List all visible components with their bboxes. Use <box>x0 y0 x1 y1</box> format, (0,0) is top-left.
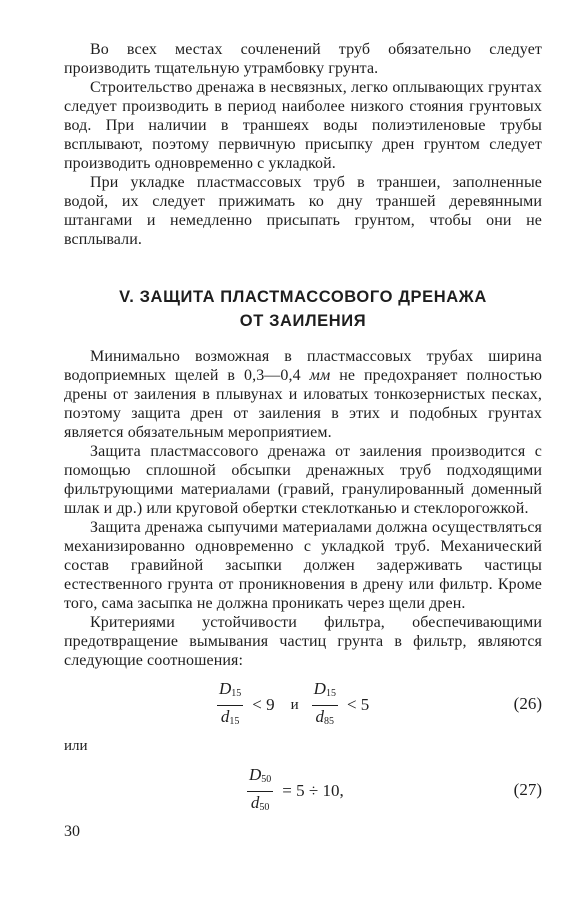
subscript: 50 <box>261 773 272 785</box>
paragraph-slot-width <box>64 347 542 442</box>
section-heading-line-1: V. ЗАЩИТА ПЛАСТМАССОВОГО ДРЕНАЖА <box>119 288 487 306</box>
relation-less-than-5: < 5 <box>346 695 370 714</box>
section-heading-line-2: ОТ ЗАИЛЕНИЯ <box>239 312 367 330</box>
equation-number-26: (26) <box>513 694 542 713</box>
formula-26 <box>214 676 375 734</box>
relation-less-than-9: < 9 <box>252 695 275 714</box>
section-heading <box>64 285 542 333</box>
formula-26-row <box>64 676 542 734</box>
formula-27-row <box>64 762 542 820</box>
symbol-d: d <box>315 706 325 726</box>
paragraph-filter-criteria: Критериями устойчивости фильтра, обеспечивающими предотвращение вымывания частиц грунта в фильтр, являются следующие соотношения: <box>64 614 542 669</box>
equation-number-27: (27) <box>513 780 542 799</box>
fraction-numerator <box>247 765 273 792</box>
slot-width-text-before: Минимально возможная в пластмассовых трубах ширина водоприемных щелей в 0,3—0,4 <box>64 348 542 384</box>
symbol-D: D <box>313 678 326 698</box>
relation-equals-range: = 5 ÷ 10, <box>282 781 344 800</box>
fraction-d15-over-d85 <box>312 679 338 732</box>
fraction-denominator <box>219 706 242 732</box>
fraction-numerator <box>312 679 338 706</box>
slot-width-text-after: не предохраняет полностью дрены от заиления в плывунах и иловатых тонкозернистых песках, поэтому защита дрен от заиления в этих и подобных грунтах является обязательным мероприятием. <box>64 367 542 441</box>
fraction-numerator <box>217 679 243 706</box>
paragraph-construction-timing: Строительство дренажа в несвязных, легко оплывающих грунтах следует производить в период наиболее низкого стояния грунтовых вод. При наличии в траншеях воды полиэтиленовые трубы всплывают, поэтому первичную присыпку дрен грунтом следует производить одновременно с укладкой. <box>64 79 542 172</box>
symbol-d: d <box>220 706 230 726</box>
paragraph-protection-methods: Защита пластмассового дренажа от заиления производится с помощью сплошной обсыпки дренажных труб подходящими фильтрующими материалами (гравий, гранулированный доменный шлак и др.) или круговой обертки стеклотканью и стеклорогожкой. <box>64 443 542 517</box>
paragraph-water-filled-trench: При укладке пластмассовых труб в траншеи, заполненные водой, их следует прижимать ко дну траншей деревянными штангами и немедленно присыпать грунтом, чтобы они не всплывали. <box>64 174 542 248</box>
subscript: 85 <box>324 715 335 727</box>
subscript: 15 <box>231 687 242 699</box>
paragraph-compaction: Во всех местах сочленений труб обязательно следует производить тщательную утрамбовку грунта. <box>64 41 542 77</box>
subscript: 15 <box>229 715 240 727</box>
symbol-D: D <box>249 764 262 784</box>
subscript: 50 <box>259 801 270 813</box>
fraction-denominator <box>314 706 337 732</box>
paragraph-bulk-materials: Защита дренажа сыпучими материалами должна осуществляться механизированно одновременно с укладкой труб. Механический состав гравийной засыпки должен задерживать частицы естественного грунта от проникновения в дрену или фильтр. Кроме того, сама засыпка не должна проникать через щели дрен. <box>64 519 542 612</box>
symbol-d: d <box>250 792 260 812</box>
symbol-D: D <box>219 678 232 698</box>
fraction-d15-over-d15 <box>217 679 243 732</box>
conjunction-and: и <box>290 696 299 713</box>
unit-mm: мм <box>309 367 331 384</box>
or-word: или <box>64 738 88 754</box>
fraction-denominator <box>249 792 272 818</box>
page-body <box>64 40 542 820</box>
fraction-d50-over-d50 <box>247 765 273 818</box>
formula-27 <box>244 762 350 820</box>
page-number: 30 <box>64 823 80 840</box>
subscript: 15 <box>325 687 336 699</box>
